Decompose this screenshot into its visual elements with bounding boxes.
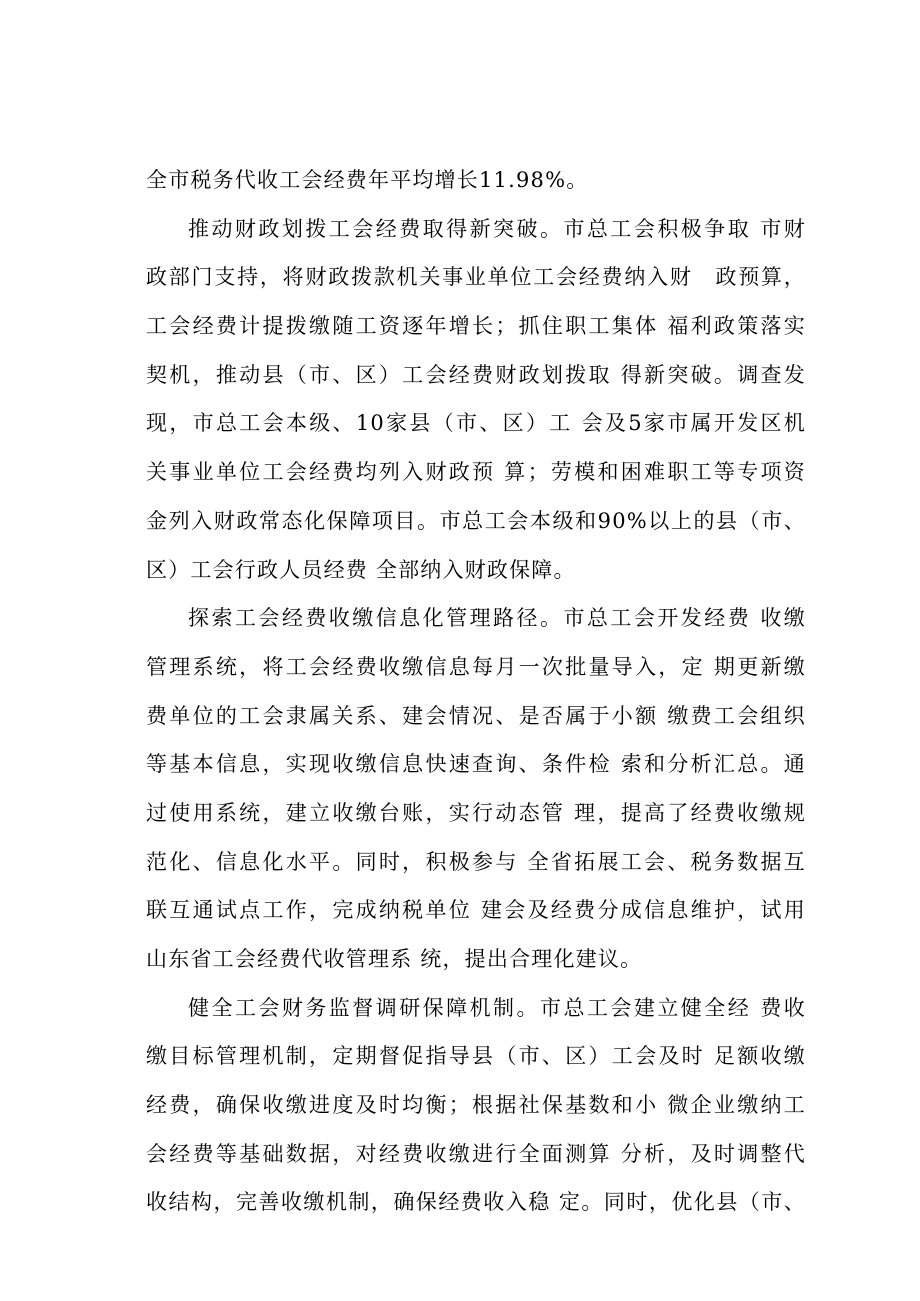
text-line: 工会经费计提拨缴随工资逐年增长；抓住职工集体 福利政策落实	[146, 314, 806, 339]
text-line: 探索工会经费收缴信息化管理路径。市总工会开发经费 收缴	[188, 606, 806, 631]
text-line: 费单位的工会隶属关系、建会情况、是否属于小额 缴费工会组织	[146, 703, 806, 728]
text-line: 等基本信息，实现收缴信息快速查询、条件检 索和分析汇总。通	[146, 752, 806, 777]
text-line: 现，市总工会本级、10家县（市、区）工 会及5家市属开发区机	[146, 411, 806, 436]
text-line: 范化、信息化水平。同时，积极参与 全省拓展工会、税务数据互	[146, 849, 806, 874]
document-page	[146, 156, 806, 1227]
text-line: 管理系统，将工会经费收缴信息每月一次批量导入，定 期更新缴	[146, 654, 806, 679]
text-line: 契机，推动县（市、区）工会经费财政划拨取 得新突破。调查发	[146, 362, 806, 387]
text-line: 过使用系统，建立收缴台账，实行动态管 理，提高了经费收缴规	[146, 800, 806, 825]
text-line: 会经费等基础数据，对经费收缴进行全面测算 分析，及时调整代	[146, 1141, 806, 1166]
text-line: 收结构，完善收缴机制，确保经费收入稳 定。同时，优化县（市、	[146, 1190, 806, 1215]
text-line: 全市税务代收工会经费年平均增长11.98%。	[146, 168, 589, 192]
text-line: 经费，确保收缴进度及时均衡；根据社保基数和小 微企业缴纳工	[146, 1093, 806, 1118]
text-line: 政部门支持，将财政拨款机关事业单位工会经费纳入财 政预算，	[146, 265, 806, 290]
text-line: 健全工会财务监督调研保障机制。市总工会建立健全经 费收	[188, 995, 806, 1020]
text-line: 联互通试点工作，完成纳税单位 建会及经费分成信息维护，试用	[146, 898, 806, 923]
text-line: 金列入财政常态化保障项目。市总工会本级和90%以上的县（市、	[146, 508, 806, 533]
text-line: 区）工会行政人员经费 全部纳入财政保障。	[146, 557, 576, 582]
text-line: 山东省工会经费代收管理系 统，提出合理化建议。	[146, 947, 643, 971]
text-line: 缴目标管理机制，定期督促指导县（市、区）工会及时 足额收缴	[146, 1044, 806, 1069]
text-line: 关事业单位工会经费均列入财政预 算；劳模和困难职工等专项资	[146, 460, 806, 485]
text-line: 推动财政划拨工会经费取得新突破。市总工会积极争取 市财	[188, 216, 806, 241]
